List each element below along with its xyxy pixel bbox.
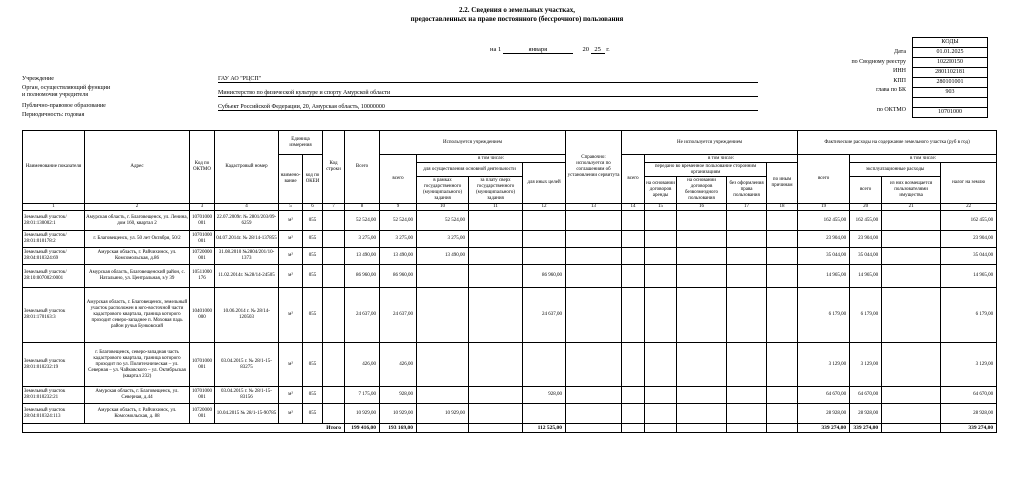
cell-code — [323, 387, 345, 404]
cell-c9: 3 275,00 — [380, 231, 417, 248]
cell-c8: 86 960,00 — [345, 265, 380, 288]
cell-empty — [645, 387, 677, 404]
col-notused-header: Не используется учреждением — [622, 131, 798, 155]
col-rowcode-header: Код строки — [323, 131, 345, 204]
cell-empty — [767, 231, 798, 248]
cell-oktmo: 10401000 000 — [190, 288, 215, 343]
cell-c8: 13 490,00 — [345, 248, 380, 265]
cell-empty — [566, 387, 622, 404]
cell-oktmo: 10701000 001 — [190, 231, 215, 248]
col-exp-reimb-header: из них возмещается пользователями имущества — [882, 177, 941, 204]
cell-addr: Амурская область, Благовещенский район, с. Натальино, ул. Центральная, з/у 39 — [85, 265, 190, 288]
total-c8: 199 416,00 — [345, 424, 380, 433]
cell-unit: м² — [279, 248, 303, 265]
cell-okei: 055 — [303, 248, 323, 265]
col-rent-header: на основании договоров аренды — [645, 177, 677, 204]
cell-c10: 52 524,00 — [417, 211, 469, 231]
cell-c21 — [882, 231, 941, 248]
institution-value: ГАУ АО "РЦСП" — [218, 76, 758, 83]
cell-c11 — [469, 387, 523, 404]
cell-c9: 52 524,00 — [380, 211, 417, 231]
cell-empty — [645, 404, 677, 424]
cell-name: Земельный участок 28:01:010232:21 — [23, 387, 85, 404]
cell-addr: Амурская область, г. Благовещенск, ул. Ленина, дом 160, квартал 2 — [85, 211, 190, 231]
cell-empty — [677, 248, 727, 265]
cell-c19: 6 179,00 — [798, 288, 850, 343]
code-empty — [913, 98, 988, 108]
col-address-header: Адрес — [85, 131, 190, 204]
code-inn: 2801102181 — [913, 68, 988, 78]
cell-addr: Амурская область, г. Райчихинск, ул. Комсомольская, д. 88 — [85, 404, 190, 424]
cell-unit: м² — [279, 288, 303, 343]
code-registry: 1022I0150 — [913, 58, 988, 68]
col-total-header: Всего — [345, 131, 380, 204]
cell-empty — [727, 404, 767, 424]
cell-empty — [645, 231, 677, 248]
cell-okei: 055 — [303, 265, 323, 288]
col-state-task-header: в рамках государственного (муниципального) задания — [417, 177, 469, 204]
cell-empty — [727, 231, 767, 248]
col-unit-code-header: код по ОКЕИ — [303, 155, 323, 204]
cell-empty — [622, 248, 645, 265]
cell-c21 — [882, 343, 941, 387]
column-number: 20 — [850, 204, 882, 211]
cell-empty — [566, 343, 622, 387]
col-noreg-header: без оформления права пользования — [727, 177, 767, 204]
cell-cad: 10.06.2014 г. № 28/14-120503 — [215, 288, 279, 343]
cell-empty — [767, 343, 798, 387]
founder-value: Министерство по физической культуре и спорту Амурской области — [218, 90, 758, 97]
cell-empty — [566, 288, 622, 343]
cell-empty — [677, 231, 727, 248]
cell-c10: 3 275,00 — [417, 231, 469, 248]
cell-c20: 35 044,00 — [850, 248, 882, 265]
cell-c19: 35 044,00 — [798, 248, 850, 265]
col-oktmo-header: Код по ОКТМО — [190, 131, 215, 204]
cell-c12 — [523, 404, 566, 424]
table-row — [23, 404, 997, 424]
cell-oktmo: 10701000 001 — [190, 387, 215, 404]
cell-c20: 14 965,00 — [850, 265, 882, 288]
codes-header: КОДЫ — [913, 38, 988, 48]
cell-empty — [767, 265, 798, 288]
cell-empty — [677, 211, 727, 231]
cell-c8: 3 275,00 — [345, 231, 380, 248]
cell-c21 — [882, 248, 941, 265]
column-number: 22 — [941, 204, 997, 211]
cell-c11 — [469, 404, 523, 424]
cell-empty — [645, 248, 677, 265]
column-number: 21 — [882, 204, 941, 211]
title-line-1: 2.2. Сведения о земельных участках, — [459, 6, 575, 14]
cell-c11 — [469, 265, 523, 288]
code-bk: 903 — [913, 88, 988, 98]
table-row — [23, 231, 997, 248]
cell-cad: 11.02.2014г. №28/14-24505 — [215, 265, 279, 288]
cell-empty — [622, 387, 645, 404]
cell-oktmo: 10720000 001 — [190, 248, 215, 265]
cell-empty — [645, 211, 677, 231]
col-main-activity-header: для осуществления основной деятельности — [417, 163, 523, 177]
cell-empty — [677, 288, 727, 343]
cell-addr: Амурская область, г. Благовещенск, ул. Северная, д.44 — [85, 387, 190, 404]
column-number: 8 — [345, 204, 380, 211]
cell-okei: 055 — [303, 231, 323, 248]
column-number: 9 — [380, 204, 417, 211]
cell-addr: г. Благовещенск, ул. 50 лет Октября, 50/2 — [85, 231, 190, 248]
cell-c20: 64 670,00 — [850, 387, 882, 404]
cell-c8: 24 637,00 — [345, 288, 380, 343]
cell-c22: 23 904,00 — [941, 231, 997, 248]
cell-c22: 14 965,00 — [941, 265, 997, 288]
cell-c20: 162 455,00 — [850, 211, 882, 231]
cell-code — [323, 288, 345, 343]
cell-okei: 055 — [303, 387, 323, 404]
code-label: по ОКТМО — [876, 106, 906, 113]
cell-okei: 055 — [303, 211, 323, 231]
cell-empty — [677, 265, 727, 288]
cell-c19: 64 670,00 — [798, 387, 850, 404]
pub-label: Публично-правовое образование — [22, 103, 106, 109]
cell-c22: 6 179,00 — [941, 288, 997, 343]
cell-c10 — [417, 288, 469, 343]
col-used-header: Используется учреждением — [380, 131, 566, 155]
cell-c21 — [882, 387, 941, 404]
cell-unit: м² — [279, 211, 303, 231]
cell-empty — [767, 288, 798, 343]
column-number: 1 — [23, 204, 85, 211]
column-number: 10 — [417, 204, 469, 211]
cell-code — [323, 265, 345, 288]
col-unit-name-header: наимено-вание — [279, 155, 303, 204]
cell-c11 — [469, 211, 523, 231]
cell-c9: 928,00 — [380, 387, 417, 404]
codes-labels — [780, 48, 910, 115]
cell-empty — [622, 343, 645, 387]
column-number: 4 — [215, 204, 279, 211]
cell-empty — [566, 231, 622, 248]
date-year: 25 — [591, 46, 605, 54]
cell-empty — [645, 343, 677, 387]
cell-c8: 7 175,00 — [345, 387, 380, 404]
col-servitude-header: Справочно: используется по соглашениям об установлении сервитута — [566, 131, 622, 204]
title-line-2: предоставленных на праве постоянного (бессрочного) пользования — [410, 15, 624, 23]
col-cadastre-header: Кадастровый номер — [215, 131, 279, 204]
cell-unit: м² — [279, 231, 303, 248]
cell-cad: 04.07.2014г. № 28/14-137855 — [215, 231, 279, 248]
cell-name: Земельный участок 28:01:170163:3 — [23, 288, 85, 343]
cell-c9: 13 490,00 — [380, 248, 417, 265]
cell-cad: 10.04.2015 № 28/1-15-90785 — [215, 404, 279, 424]
total-c9: 193 169,00 — [380, 424, 417, 433]
cell-empty — [727, 288, 767, 343]
column-number: 2 — [85, 204, 190, 211]
col-nu-other-header: по иным причинам — [767, 163, 798, 204]
date-suffix: г. — [606, 46, 610, 53]
col-exp-all-header: всего — [798, 155, 850, 204]
code-label: по Сводному реестру — [851, 58, 906, 65]
cell-empty — [566, 404, 622, 424]
founder-label-2: и полномочия учредителя — [22, 92, 88, 98]
founder-label-1: Орган, осуществляющий функции — [22, 85, 111, 91]
column-number: 13 — [566, 204, 622, 211]
cell-c8: 10 929,00 — [345, 404, 380, 424]
cell-c19: 28 928,00 — [798, 404, 850, 424]
table-row — [23, 288, 997, 343]
cell-empty — [677, 404, 727, 424]
cell-c9: 426,00 — [380, 343, 417, 387]
cell-c20: 6 179,00 — [850, 288, 882, 343]
table-row — [23, 387, 997, 404]
cell-unit: м² — [279, 265, 303, 288]
total-label: Итого — [23, 424, 345, 433]
code-label: глава по БК — [876, 87, 906, 94]
cell-empty — [622, 288, 645, 343]
column-number: 16 — [677, 204, 727, 211]
col-unit-header: Единица измерения — [279, 131, 323, 155]
col-notused-incl-header: в том числе: — [645, 155, 798, 163]
cell-oktmo: 10701000 001 — [190, 211, 215, 231]
col-other-header: для иных целей — [523, 163, 566, 204]
cell-addr: Амурская область, г. Благовещенск, земельный участок расположен в юго-восточной части кадастрового квартала, граница которого проходит северо-западнее п. Моховая падь район ручья Бунковский — [85, 288, 190, 343]
cell-empty — [727, 387, 767, 404]
col-exp-oper-all-header: всего — [850, 177, 882, 204]
cell-addr: Амурская область, г. Райчихинск, ул. Комсомольская, д.86 — [85, 248, 190, 265]
cell-c22: 3 129,00 — [941, 343, 997, 387]
cell-c20: 3 129,00 — [850, 343, 882, 387]
cell-c19: 3 129,00 — [798, 343, 850, 387]
land-plots-table — [22, 130, 997, 433]
cell-empty — [622, 231, 645, 248]
cell-name: Земельный участок/ 28:10:007002:0001 — [23, 265, 85, 288]
table-row — [23, 343, 997, 387]
cell-c12: 24 637,00 — [523, 288, 566, 343]
cell-c11 — [469, 343, 523, 387]
cell-c12 — [523, 343, 566, 387]
cell-unit: м² — [279, 343, 303, 387]
column-number: 12 — [523, 204, 566, 211]
table-row — [23, 211, 997, 231]
column-number: 19 — [798, 204, 850, 211]
cell-empty — [622, 211, 645, 231]
table-row — [23, 265, 997, 288]
code-kpp: 280101001 — [913, 78, 988, 88]
cell-c10 — [417, 265, 469, 288]
cell-okei: 055 — [303, 343, 323, 387]
cell-c12 — [523, 248, 566, 265]
cell-empty — [622, 265, 645, 288]
institution-label: Учреждение — [22, 76, 54, 82]
cell-c10: 10 929,00 — [417, 404, 469, 424]
total-c22: 339 274,00 — [941, 424, 997, 433]
cell-c8: 52 524,00 — [345, 211, 380, 231]
col-expenses-header: Фактические расходы на содержание земельного участка (руб в год) — [798, 131, 997, 155]
cell-c19: 14 965,00 — [798, 265, 850, 288]
cell-c22: 35 044,00 — [941, 248, 997, 265]
cell-c10 — [417, 343, 469, 387]
cell-empty — [645, 288, 677, 343]
cell-c9: 10 929,00 — [380, 404, 417, 424]
cell-empty — [566, 248, 622, 265]
cell-empty — [677, 387, 727, 404]
cell-code — [323, 404, 345, 424]
cell-c12: 86 960,00 — [523, 265, 566, 288]
col-used-all-header: всего — [380, 155, 417, 204]
cell-c11 — [469, 288, 523, 343]
cell-name: Земельный участок/ 28:01:010178:2 — [23, 231, 85, 248]
cell-empty — [727, 265, 767, 288]
col-free-use-header: на основании договоров безвозмездного пользования — [677, 177, 727, 204]
cell-addr: г. Благовещенск, северо-западная часть кадастрового квартала, граница которого проходит по ул. Политехническая – ул. Северная – ул. Чайковского – ул. Октябрьская (квартал 232) — [85, 343, 190, 387]
cell-unit: м² — [279, 404, 303, 424]
column-numbers-row — [23, 204, 997, 211]
cell-empty — [767, 211, 798, 231]
cell-c20: 28 928,00 — [850, 404, 882, 424]
cell-empty — [566, 265, 622, 288]
cell-name: Земельный участок 28:04:010324:113 — [23, 404, 85, 424]
cell-c10 — [417, 387, 469, 404]
cell-c8: 426,00 — [345, 343, 380, 387]
cell-oktmo: 10511000 176 — [190, 265, 215, 288]
cell-empty — [566, 211, 622, 231]
code-label: Дата — [894, 49, 906, 55]
pub-value: Субъект Российской Федерации, 20, Амурская область, 10000000 — [218, 104, 758, 111]
cell-empty — [767, 387, 798, 404]
cell-empty — [622, 404, 645, 424]
column-number: 6 — [303, 204, 323, 211]
cell-c10: 13 490,00 — [417, 248, 469, 265]
column-number: 18 — [767, 204, 798, 211]
cell-okei: 055 — [303, 288, 323, 343]
column-number: 3 — [190, 204, 215, 211]
cell-empty — [727, 248, 767, 265]
cell-c9: 86 960,00 — [380, 265, 417, 288]
col-used-incl-header: в том числе: — [417, 155, 566, 163]
cell-c12 — [523, 211, 566, 231]
cell-empty — [727, 211, 767, 231]
cell-cad: 22.07.2009г. № 2801/203/09-6259 — [215, 211, 279, 231]
cell-c11 — [469, 231, 523, 248]
cell-c21 — [882, 404, 941, 424]
col-temp-use-header: передано во временное пользование сторонним организациям — [645, 163, 767, 177]
cell-cad: 31.08.2010 №2804/201/10-1373 — [215, 248, 279, 265]
cell-c19: 23 904,00 — [798, 231, 850, 248]
cell-code — [323, 343, 345, 387]
col-notused-all-header: всего — [622, 155, 645, 204]
cell-c21 — [882, 265, 941, 288]
cell-c12 — [523, 231, 566, 248]
total-c12: 112 525,00 — [523, 424, 566, 433]
cell-okei: 055 — [303, 404, 323, 424]
code-label: КПП — [893, 77, 906, 84]
cell-empty — [727, 343, 767, 387]
report-title — [0, 6, 1034, 24]
code-date: 01.01.2025 — [913, 48, 988, 58]
col-exp-tax-header: налог на землю — [941, 163, 997, 204]
cell-c22: 162 455,00 — [941, 211, 997, 231]
cell-empty — [645, 265, 677, 288]
col-exp-oper-header: эксплуатационные расходы — [850, 163, 941, 177]
column-number: 11 — [469, 204, 523, 211]
cell-c21 — [882, 211, 941, 231]
cell-unit: м² — [279, 387, 303, 404]
cell-c9: 24 637,00 — [380, 288, 417, 343]
cell-empty — [677, 343, 727, 387]
column-number: 14 — [622, 204, 645, 211]
cell-cad: 03.04.2015 г. № 28/1-15-83275 — [215, 343, 279, 387]
date-month: января — [503, 46, 573, 54]
total-c20: 339 274,00 — [850, 424, 882, 433]
cell-name: Земельный участок 28:01:010232:19 — [23, 343, 85, 387]
report-date — [490, 46, 610, 54]
cell-empty — [767, 248, 798, 265]
cell-c20: 23 904,00 — [850, 231, 882, 248]
column-number: 7 — [323, 204, 345, 211]
col-name-header: Наименование показателя — [23, 131, 85, 204]
cell-c19: 162 455,00 — [798, 211, 850, 231]
cell-c22: 28 928,00 — [941, 404, 997, 424]
table-row — [23, 248, 997, 265]
date-prefix: на 1 — [490, 46, 502, 53]
cell-c11 — [469, 248, 523, 265]
cell-code — [323, 231, 345, 248]
cell-code — [323, 248, 345, 265]
cell-code — [323, 211, 345, 231]
col-exp-incl-header: в том числе: — [850, 155, 997, 163]
code-label — [780, 96, 910, 106]
column-number: 15 — [645, 204, 677, 211]
codes-table — [912, 37, 988, 118]
cell-c21 — [882, 288, 941, 343]
column-number: 5 — [279, 204, 303, 211]
period-label: Периодичность: годовая — [22, 112, 85, 118]
cell-name: Земельный участок/ 28:04:010324:69 — [23, 248, 85, 265]
cell-oktmo: 10720000 001 — [190, 404, 215, 424]
cell-cad: 03.04.2015 г. № 28/1-15-83156 — [215, 387, 279, 404]
column-number: 17 — [727, 204, 767, 211]
cell-c12: 928,00 — [523, 387, 566, 404]
date-year-prefix: 20 — [582, 46, 589, 53]
total-row — [23, 424, 997, 433]
cell-empty — [767, 404, 798, 424]
total-c10 — [417, 424, 469, 433]
cell-oktmo: 10701000 001 — [190, 343, 215, 387]
cell-name: Земельный участок/ 28:01:130002:1 — [23, 211, 85, 231]
code-label: ИНН — [893, 68, 906, 75]
code-oktmo: 10701000 — [913, 107, 988, 117]
col-paid-header: за плату сверх государственного (муниципального) задания — [469, 177, 523, 204]
total-c19: 339 274,00 — [798, 424, 850, 433]
cell-c22: 64 670,00 — [941, 387, 997, 404]
